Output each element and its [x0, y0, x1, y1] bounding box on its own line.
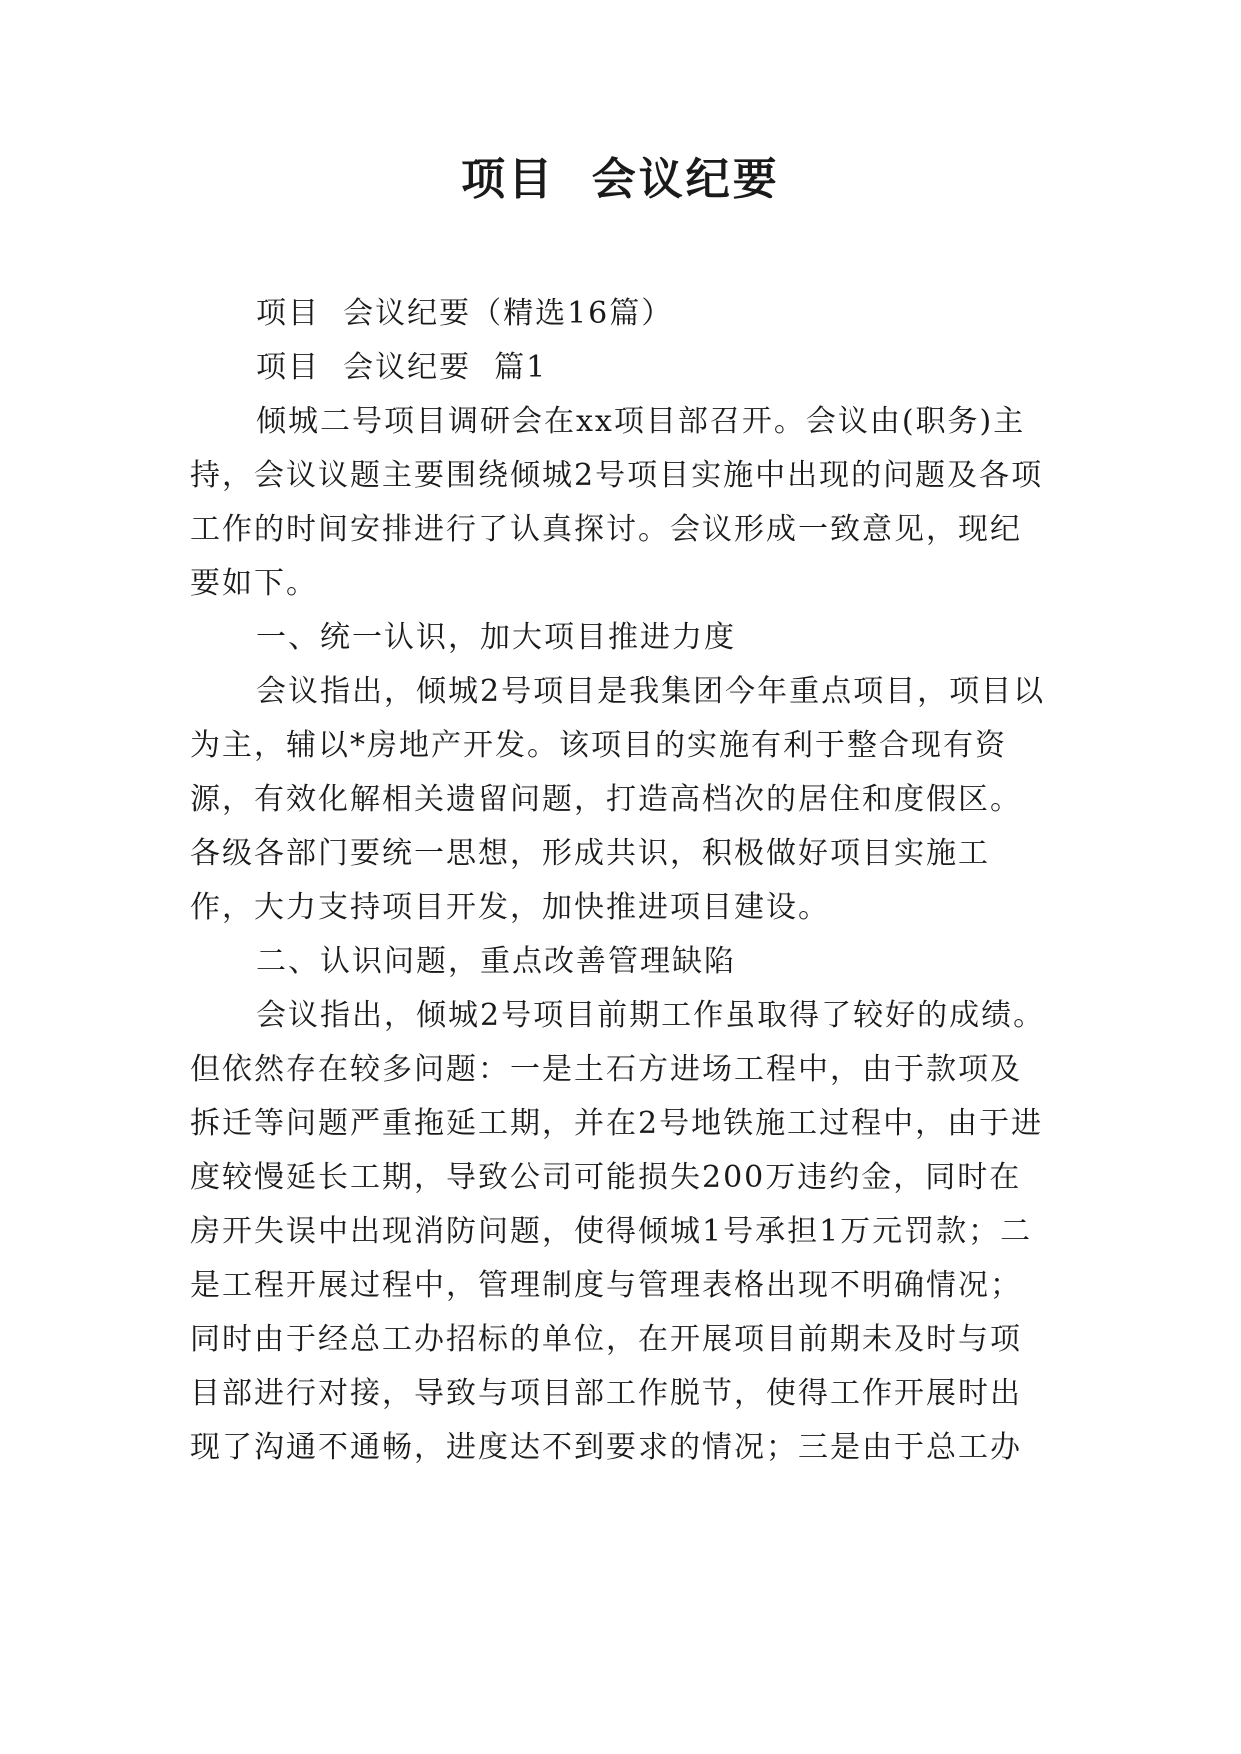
body-paragraph: 倾城二号项目调研会在xx项目部召开。会议由(职务)主持，会议议题主要围绕倾城2号项目实施中出现的问题及各项工作的时间安排进行了认真探讨。会议形成一致意见，现纪要如下。 — [190, 404, 1044, 601]
heading-paragraph: 一、统一认识，加大项目推进力度 — [256, 620, 736, 655]
section-heading-paragraph: 项目 会议纪要 篇1 — [256, 350, 548, 385]
body-paragraph: 会议指出，倾城2号项目前期工作虽取得了较好的成绩。但依然存在较多问题：一是土石方进场工程中，由于款项及拆迁等问题严重拖延工期，并在2号地铁施工过程中，由于进度较慢延长工期，导致公司可能损失200万违约金，同时在房开失误中出现消防问题，使得倾城1号承担1万元罚款；二是工程开展过程中，管理制度与管理表格出现不明确情况；同时由于经总工办招标的单位，在开展项目前期未及时与项目部进行对接，导致与项目部工作脱节，使得工作开展时出现了沟通不通畅，进度达不到要求的情况；三是由于总工办 — [190, 998, 1046, 1465]
body-paragraph: 会议指出，倾城2号项目是我集团今年重点项目，项目以为主，辅以*房地产开发。该项目的实施有利于整合现有资源，有效化解相关遗留问题，打造高档次的居住和度假区。各级各部门要统一思想，形成共识，积极做好项目实施工作，大力支持项目开发，加快推进项目建设。 — [190, 674, 1046, 925]
document-title: 项目 会议纪要 — [461, 154, 780, 205]
document-body — [190, 287, 1050, 1475]
heading-paragraph: 二、认识问题，重点改善管理缺陷 — [256, 944, 736, 979]
subtitle-paragraph: 项目 会议纪要（精选16篇） — [256, 296, 674, 331]
